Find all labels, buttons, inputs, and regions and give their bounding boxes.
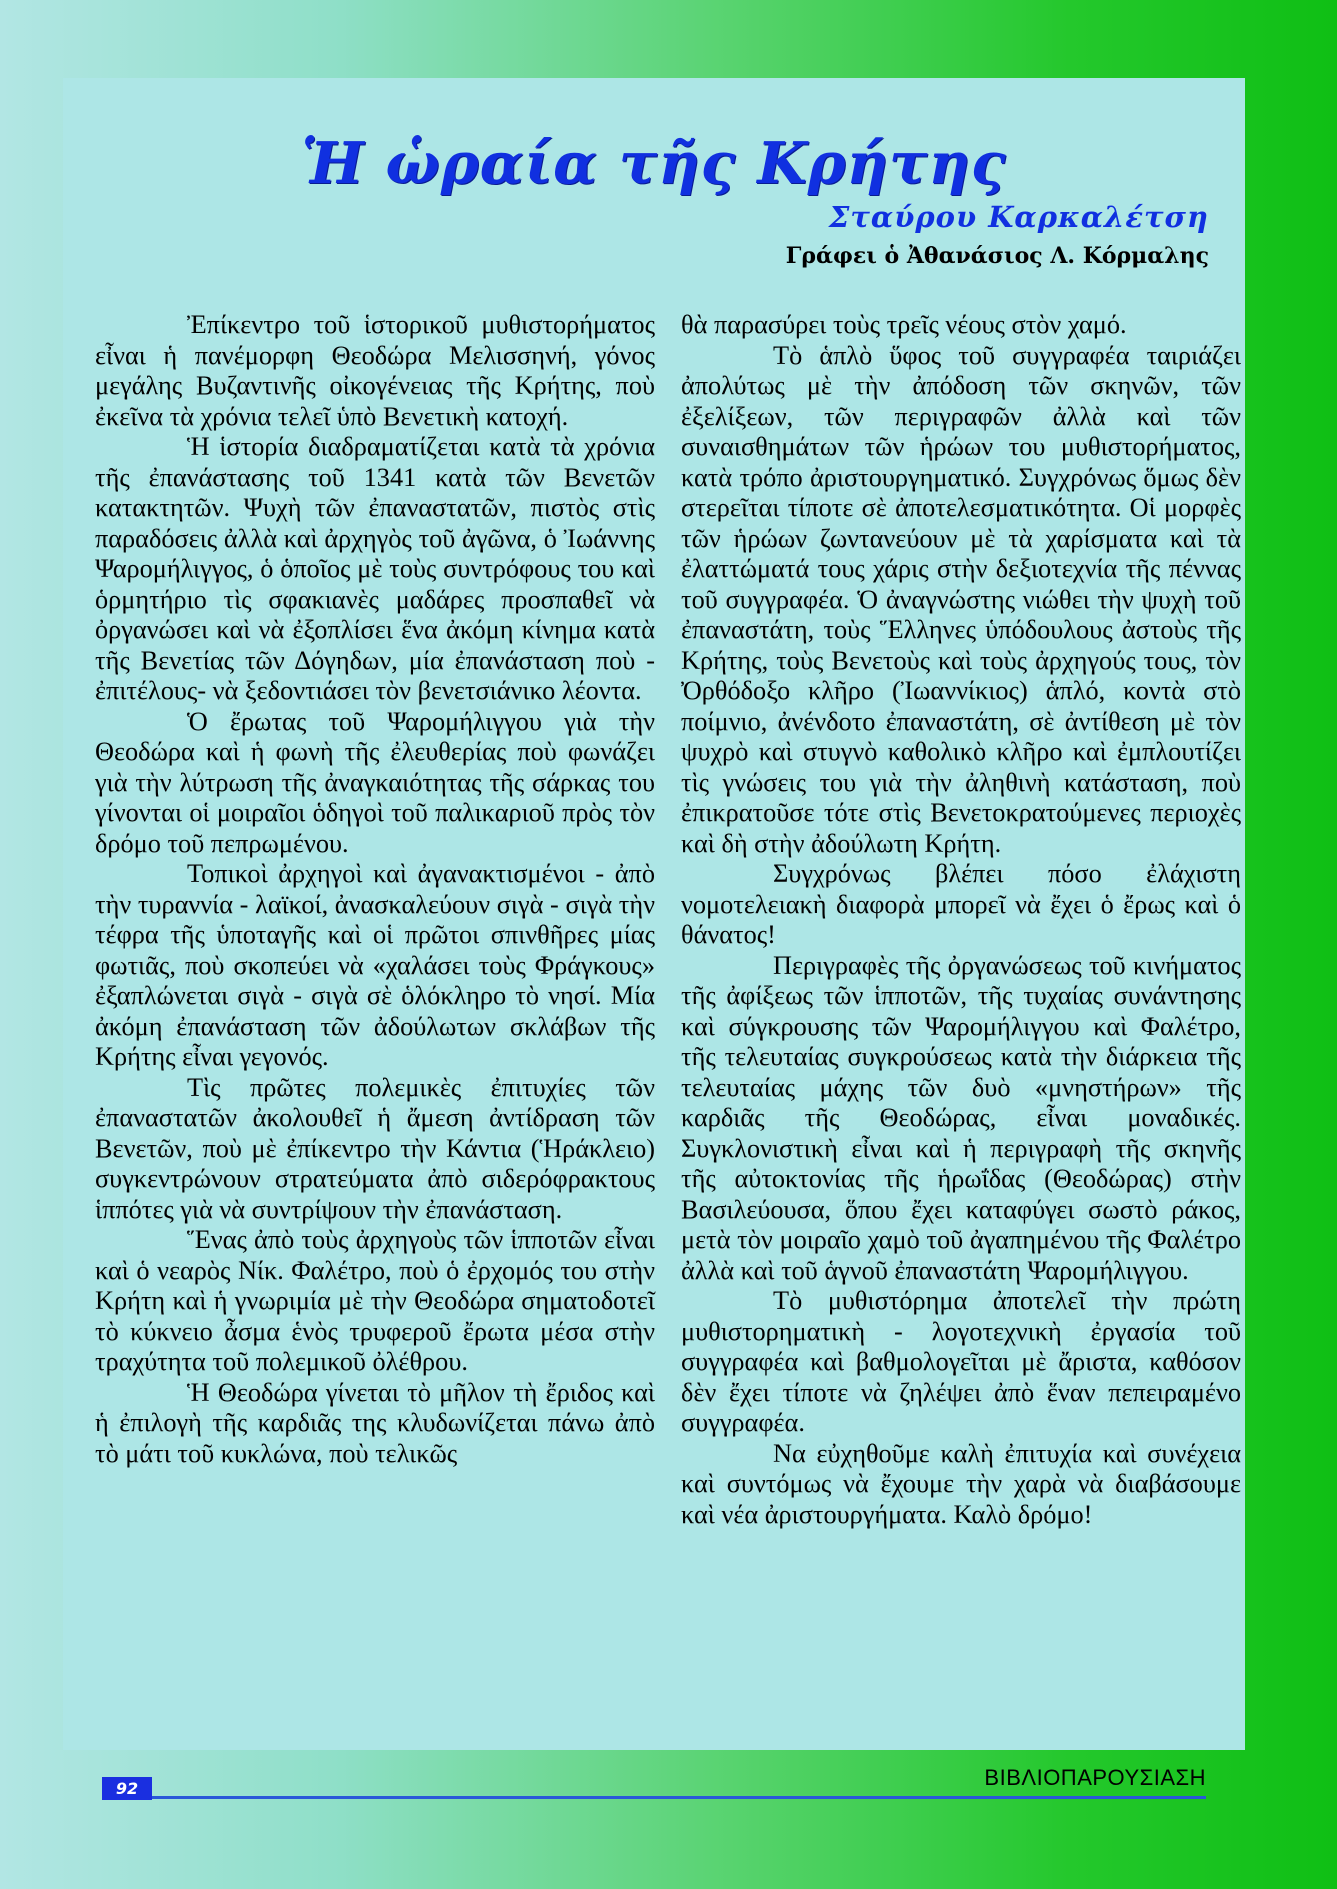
- book-author: Σταύρου Καρκαλέτση: [828, 200, 1209, 234]
- section-label: ΒΙΒΛΙΟΠΑΡΟΥΣΙΑΣΗ: [984, 1765, 1206, 1790]
- footer-rule: [152, 1796, 1206, 1799]
- paragraph: Τοπικοὶ ἀρχηγοὶ καὶ ἀγανακτισμένοι - ἀπὸ τὴν τυραννία - λαϊκοί, ἀνασκαλεύουν σιγὰ - σιγὰ τὴν τέφρα τῆς ὑποταγῆς καὶ οἱ πρῶτοι σπινθῆρες μίας φωτιᾶς, ποὺ σκοπεύει νὰ «χαλάσει τοὺς Φράγκους» ἐξαπλώνεται σιγὰ - σιγὰ σὲ ὁλόκληρο τὸ νησί. Μία ἀκόμη ἐπανάσταση τῶν ἀδούλωτων σκλάβων τῆς Κρήτης εἶναι γεγονός.: [95, 859, 655, 1071]
- article-title: Ἡ ὡραία τῆς Κρήτης: [301, 130, 1007, 197]
- paragraph: Ἕνας ἀπὸ τοὺς ἀρχηγοὺς τῶν ἱπποτῶν εἶναι καὶ ὁ νεαρὸς Νίκ. Φαλέτρο, ποὺ ὁ ἐρχομός του στὴν Κρήτη καὶ ἡ γνωριμία μὲ τὴν Θεοδώρα σηματοδοτεῖ τὸ κύκνειο ἆσμα ἑνὸς τρυφεροῦ ἔρωτα μέσα στὴν τραχύτητα τοῦ πολεμικοῦ ὀλέθρου.: [95, 1225, 655, 1376]
- paragraph: Να εὐχηθοῦμε καλὴ ἐπιτυχία καὶ συνέχεια καὶ συντόμως νὰ ἔχουμε τὴν χαρὰ νὰ διαβάσουμε καὶ νέα ἀριστουργήματα. Καλὸ δρόμο!: [681, 1438, 1241, 1529]
- paragraph: Ὁ ἔρωτας τοῦ Ψαρομήλιγγου γιὰ τὴν Θεοδώρα καὶ ἡ φωνὴ τῆς ἐλευθερίας ποὺ φωνάζει γιὰ τὴν λύτρωση τῆς ἀναγκαιότητας τῆς σάρκας του γίνονται οἱ μοιραῖοι ὁδηγοὶ τοῦ παλικαριοῦ πρὸς τὸν δρόμο τοῦ πεπρωμένου.: [95, 706, 655, 858]
- paragraph: Συγχρόνως βλέπει πόσο ἐλάχιστη νομοτελειακὴ διαφορὰ μπορεῖ νὰ ἔχει ὁ ἔρως καὶ ὁ θάνατος!: [681, 859, 1241, 949]
- page-number: 92: [102, 1777, 152, 1800]
- article-panel: [63, 78, 1245, 1750]
- right-column: [681, 310, 1241, 1530]
- paragraph: Τὶς πρῶτες πολεμικὲς ἐπιτυχίες τῶν ἐπαναστατῶν ἀκολουθεῖ ἡ ἄμεση ἀντίδραση τῶν Βενετῶν, ποὺ μὲ ἐπίκεντρο τὴν Κάντια (Ἡράκλειο) συγκεντρώνουν στρατεύματα ἀπὸ σιδερόφρακτους ἱππότες γιὰ νὰ συντρίψουν τὴν ἐπανάσταση.: [95, 1072, 655, 1224]
- paragraph: Τὸ μυθιστόρημα ἀποτελεῖ τὴν πρώτη μυθιστορηματικὴ - λογοτεχνικὴ ἐργασία τοῦ συγγραφέα καὶ βαθμολογεῖται μὲ ἄριστα, καθόσον δὲν ἔχει τίποτε νὰ ζηλέψει ἀπὸ ἕναν πεπειραμένο συγγραφέα.: [681, 1286, 1241, 1437]
- paragraph: Τὸ ἁπλὸ ὕφος τοῦ συγγραφέα ταιριάζει ἀπολύτως μὲ τὴν ἀπόδοση τῶν σκηνῶν, τῶν ἐξελίξεων, τῶν περιγραφῶν ἀλλὰ καὶ τῶν συναισθημάτων τῶν ἡρώων του μυθιστορήματος, κατὰ τρόπο ἀριστουργηματικό. Συγχρόνως ὅμως δὲν στερεῖται τίποτε σὲ ἀποτελεσματικότητα. Οἱ μορφὲς τῶν ἡρώων ζωντανεύουν μὲ τὰ χαρίσματα καὶ τὰ ἐλαττώματά τους χάρις στὴν δεξιοτεχνία τῆς πέννας τοῦ συγγραφέα. Ὁ ἀναγνώστης νιώθει τὴν ψυχὴ τοῦ ἐπαναστάτη, τοὺς Ἕλληνες ὑπόδουλους ἀστοὺς τῆς Κρήτης, τοὺς Βενετοὺς καὶ τοὺς ἀρχηγούς τους, τὸν Ὀρθόδοξο κλῆρο (Ἰωαννίκιος) ἁπλό, κοντὰ στὸ ποίμνιο, ἀνένδοτο ἐπαναστάτη, σὲ ἀντίθεση μὲ τὸν ψυχρὸ καὶ στυγνὸ καθολικὸ κλῆρο καὶ ἐμπλουτίζει τὶς γνώσεις του γιὰ τὴν ἀληθινὴ κατάσταση, ποὺ ἐπικρατοῦσε τότε στὶς Βενετοκρατούμενες περιοχὲς καὶ δὴ στὴν ἀδούλωτη Κρήτη.: [681, 340, 1241, 858]
- paragraph: Ἡ ἱστορία διαδραματίζεται κατὰ τὰ χρόνια τῆς ἐπανάστασης τοῦ 1341 κατὰ τῶν Βενετῶν κατακτητῶν. Ψυχὴ τῶν ἐπαναστατῶν, πιστὸς στὶς παραδόσεις ἀλλὰ καὶ ἀρχηγὸς τοῦ ἀγῶνα, ὁ Ἰωάννης Ψαρομήλιγγος, ὁ ὁποῖος μὲ τοὺς συντρόφους του καὶ ὁρμητήριο τὶς σφακιανὲς μαδάρες προσπαθεῖ νὰ ὀργανώσει καὶ νὰ ἐξοπλίσει ἕνα ἀκόμη κίνημα κατὰ τῆς Βενετίας τῶν Δόγηδων, μία ἐπανάσταση ποὺ - ἐπιτέλους- νὰ ξεδοντιάσει τὸν βενετσιάνικο λέοντα.: [95, 432, 655, 705]
- left-column: [95, 310, 655, 1469]
- review-writer: Γράφει ὁ Ἀθανάσιος Λ. Κόρμαλης: [785, 243, 1209, 269]
- paragraph-continued: θὰ παρασύρει τοὺς τρεῖς νέους στὸν χαμό.: [681, 310, 1127, 339]
- paragraph: Ἡ Θεοδώρα γίνεται τὸ μῆλον τὴ ἔριδος καὶ ἡ ἐπιλογὴ τῆς καρδιᾶς της κλυδωνίζεται πάνω ἀπὸ τὸ μάτι τοῦ κυκλώνα, ποὺ τελικῶς: [95, 1377, 655, 1468]
- paragraph: Ἐπίκεντρο τοῦ ἱστορικοῦ μυθιστορήματος εἶναι ἡ πανέμορφη Θεοδώρα Μελισσηνή, γόνος μεγάλης Βυζαντινῆς οἰκογένειας τῆς Κρήτης, ποὺ ἐκεῖνα τὰ χρόνια τελεῖ ὑπὸ Βενετικὴ κατοχή.: [95, 310, 655, 431]
- paragraph: Περιγραφὲς τῆς ὀργανώσεως τοῦ κινήματος τῆς ἀφίξεως τῶν ἱπποτῶν, τῆς τυχαίας συνάντησης καὶ σύγκρουσης τῶν Ψαρομήλιγγου καὶ Φαλέτρο, τῆς τελευταίας συγκρούσεως κατὰ τὴν διάρκεια τῆς τελευταίας μάχης τῶν δυὸ «μνηστήρων» τῆς καρδιᾶς τῆς Θεοδώρας, εἶναι μοναδικές. Συγκλονιστικὴ εἶναι καὶ ἡ περιγραφὴ τῆς σκηνῆς τῆς αὐτοκτονίας τῆς ἡρωΐδας (Θεοδώρας) στὴν Βασιλεύουσα, ὅπου ἔχει καταφύγει σωστὸ ράκος, μετὰ τὸν μοιραῖο χαμὸ τοῦ ἀγαπημένου τῆς Φαλέτρο ἀλλὰ καὶ τοῦ ἁγνοῦ ἐπαναστάτη Ψαρομήλιγγου.: [681, 950, 1241, 1285]
